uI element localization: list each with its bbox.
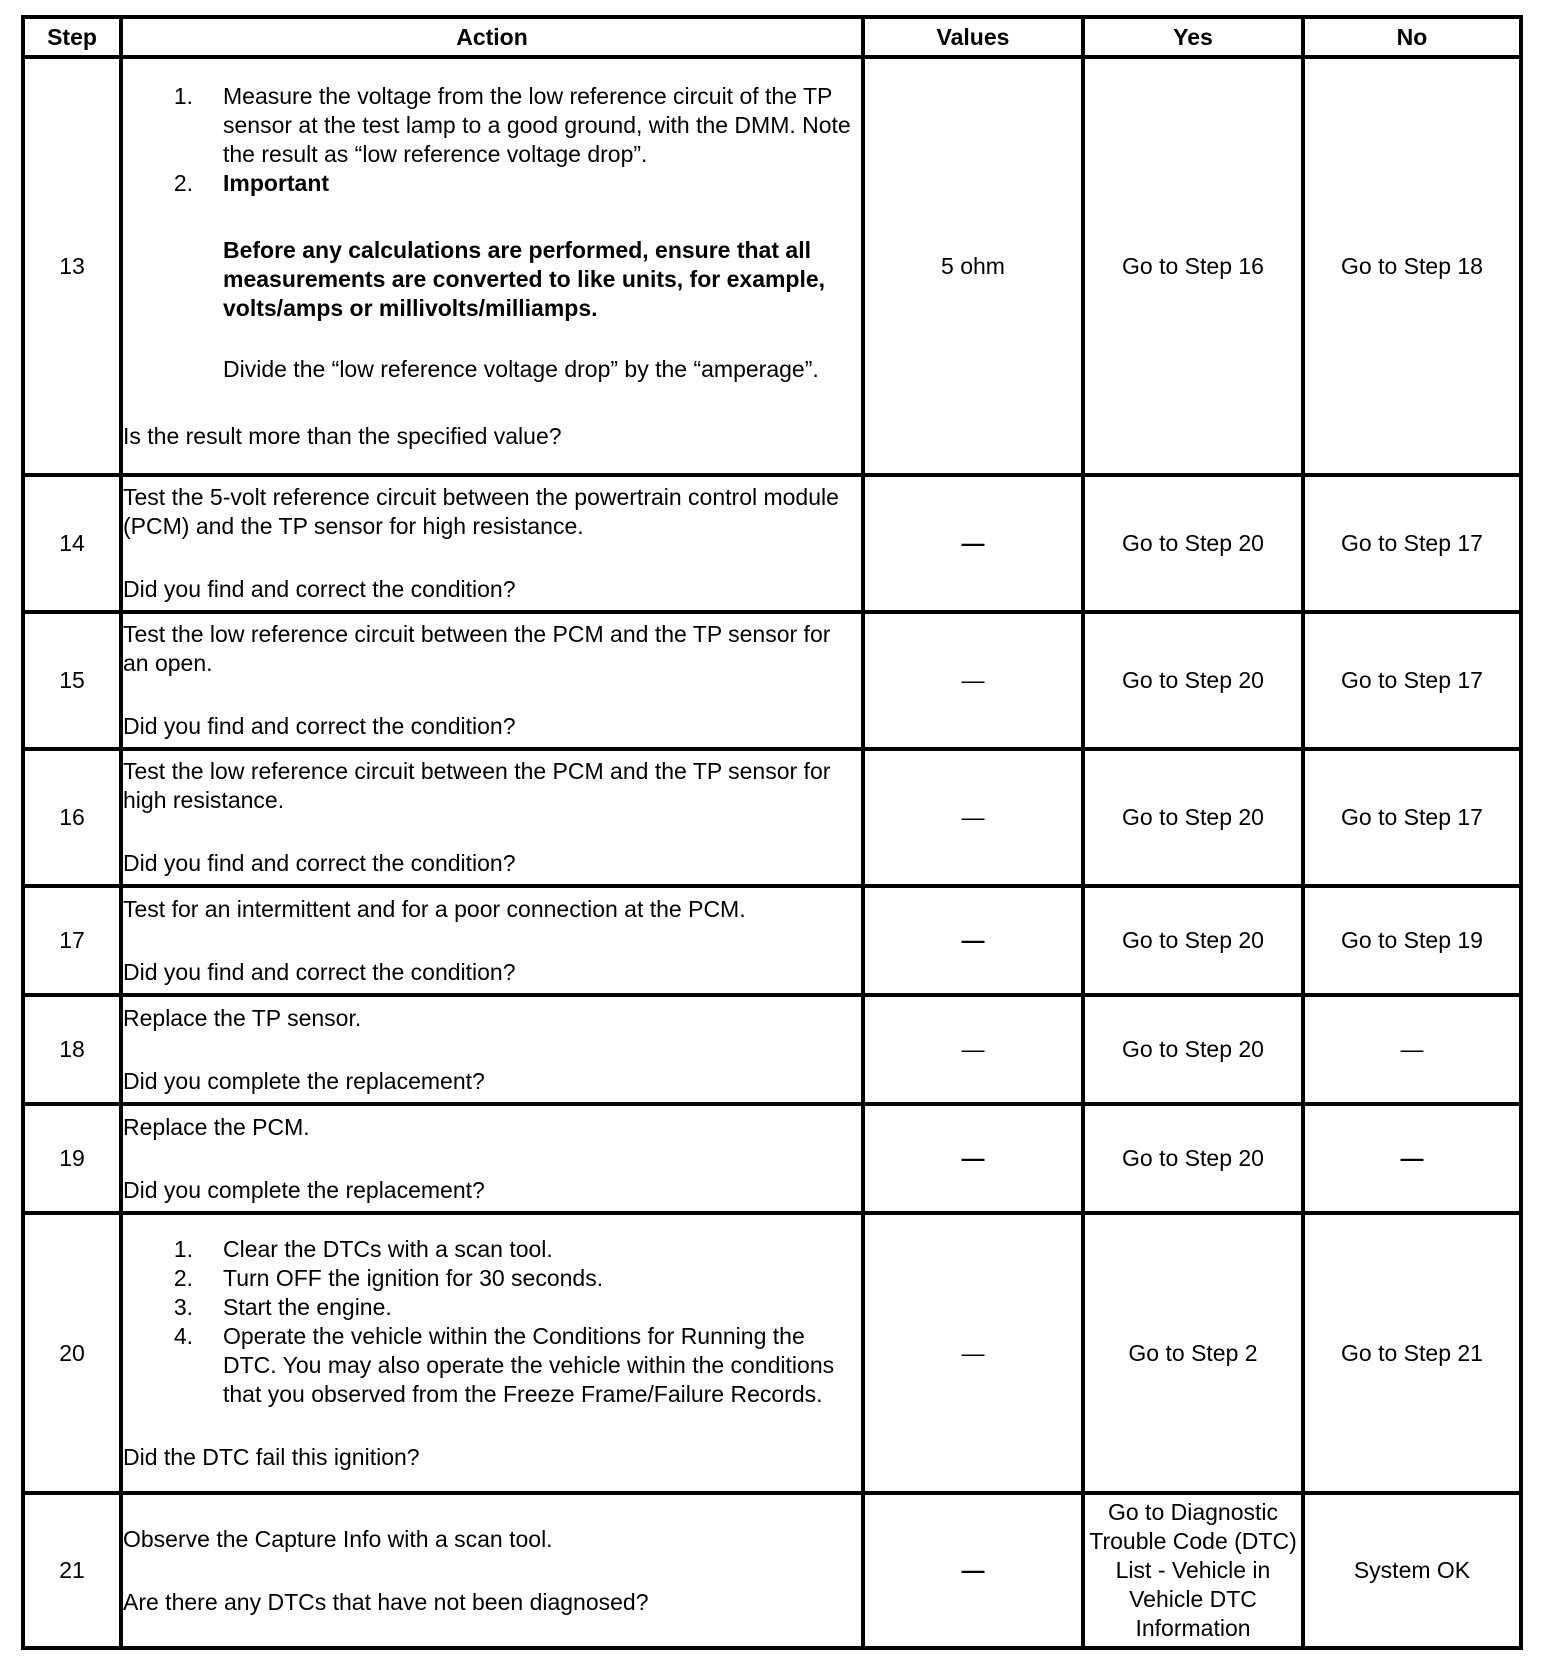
step-number: 20 — [23, 1213, 121, 1493]
values-dash: — — [961, 1145, 985, 1171]
action-text: Replace the TP sensor. — [123, 1004, 362, 1031]
values-cell — [863, 1104, 1083, 1213]
action-question: Are there any DTCs that have not been diagnosed? — [123, 1588, 649, 1615]
table-row-step-14 — [23, 475, 1521, 612]
step-number: 17 — [23, 886, 121, 995]
yes-cell: Go to Step 16 — [1083, 57, 1303, 475]
values-cell — [863, 475, 1083, 612]
list-text: Turn OFF the ignition for 30 seconds. — [223, 1264, 604, 1291]
values-dash: — — [961, 1036, 985, 1062]
action-cell — [121, 612, 863, 749]
action-cell — [121, 1213, 863, 1493]
values-dash: — — [961, 804, 985, 830]
action-question: Is the result more than the specified value? — [123, 422, 562, 449]
list-text: Operate the vehicle within the Conditions for Running the DTC. You may also operate the vehicle within the conditions that you observed from the Freeze Frame/Failure Records. — [223, 1322, 835, 1407]
step-number: 15 — [23, 612, 121, 749]
list-number: 3. — [173, 1293, 193, 1320]
values-cell — [863, 1213, 1083, 1493]
no-cell: Go to Step 17 — [1303, 475, 1521, 612]
yes-cell: Go to Step 20 — [1083, 475, 1303, 612]
table-row-step-18 — [23, 995, 1521, 1104]
important-label: Important — [223, 169, 330, 196]
yes-cell: Go to Step 20 — [1083, 612, 1303, 749]
action-list — [123, 82, 861, 198]
divide-note: Divide the “low reference voltage drop” by the “amperage”. — [223, 355, 819, 382]
action-cell — [121, 995, 863, 1104]
values-dash: — — [961, 1557, 985, 1583]
list-text: Measure the voltage from the low reference circuit of the TP sensor at the test lamp to a good ground, with the DMM. Note the result as “low reference voltage drop”. — [223, 82, 851, 167]
action-cell — [121, 749, 863, 886]
yes-cell: Go to Step 20 — [1083, 995, 1303, 1104]
list-item — [123, 169, 861, 198]
action-cell — [121, 475, 863, 612]
list-item — [123, 1235, 861, 1264]
action-question: Did you complete the replacement? — [123, 1067, 485, 1094]
no-cell: Go to Step 17 — [1303, 749, 1521, 886]
action-text: Test for an intermittent and for a poor connection at the PCM. — [123, 895, 746, 922]
values-cell — [863, 749, 1083, 886]
header-step: Step — [23, 17, 121, 57]
table-row-step-15 — [23, 612, 1521, 749]
action-list — [123, 1235, 861, 1409]
action-cell — [121, 57, 863, 475]
no-cell: Go to Step 19 — [1303, 886, 1521, 995]
table-row-step-19 — [23, 1104, 1521, 1213]
list-number: 1. — [173, 1235, 193, 1262]
list-number: 2. — [173, 169, 193, 196]
header-action: Action — [121, 17, 863, 57]
values-cell — [863, 886, 1083, 995]
step-number: 19 — [23, 1104, 121, 1213]
list-text: Clear the DTCs with a scan tool. — [223, 1235, 553, 1262]
values-dash: — — [961, 927, 985, 953]
list-text: Start the engine. — [223, 1293, 392, 1320]
no-cell: — — [1303, 1104, 1521, 1213]
diagnostic-table — [21, 15, 1523, 1650]
action-text: Replace the PCM. — [123, 1113, 310, 1140]
action-cell — [121, 886, 863, 995]
important-note: Before any calculations are performed, ensure that all measurements are converted to like units, for example, volts/amps or millivolts/milliamps. — [223, 236, 826, 321]
values-dash: — — [961, 1339, 985, 1366]
values-dash: — — [961, 667, 985, 693]
action-question: Did you find and correct the condition? — [123, 850, 516, 876]
step-number: 18 — [23, 995, 121, 1104]
step-number: 14 — [23, 475, 121, 612]
header-values: Values — [863, 17, 1083, 57]
action-question: Did you find and correct the condition? — [123, 576, 516, 602]
step-number: 21 — [23, 1493, 121, 1648]
no-cell: Go to Step 18 — [1303, 57, 1521, 475]
list-number: 4. — [173, 1322, 193, 1349]
step-number: 13 — [23, 57, 121, 475]
table-row-step-20 — [23, 1213, 1521, 1493]
action-cell — [121, 1493, 863, 1648]
action-question: Did you find and correct the condition? — [123, 713, 516, 739]
yes-cell: Go to Step 2 — [1083, 1213, 1303, 1493]
no-cell: — — [1303, 995, 1521, 1104]
action-text: Test the low reference circuit between the PCM and the TP sensor for high resistance. — [123, 758, 831, 813]
yes-cell-dtc-list-link: Go to Diagnostic Trouble Code (DTC) List - Vehicle in Vehicle DTC Information — [1083, 1493, 1303, 1648]
values-cell — [863, 1493, 1083, 1648]
action-text: Test the 5-volt reference circuit between the powertrain control module (PCM) and the TP sensor for high resistance. — [123, 484, 839, 539]
values-cell: 5 ohm — [863, 57, 1083, 475]
step-number: 16 — [23, 749, 121, 886]
action-text: Observe the Capture Info with a scan tool. — [123, 1525, 553, 1552]
header-yes: Yes — [1083, 17, 1303, 57]
action-text: Test the low reference circuit between the PCM and the TP sensor for an open. — [123, 621, 831, 676]
table-row-step-17 — [23, 886, 1521, 995]
no-cell: Go to Step 17 — [1303, 612, 1521, 749]
values-dash: — — [961, 530, 985, 556]
yes-cell: Go to Step 20 — [1083, 886, 1303, 995]
header-row — [23, 17, 1521, 57]
no-cell: System OK — [1303, 1493, 1521, 1648]
values-cell — [863, 995, 1083, 1104]
yes-cell: Go to Step 20 — [1083, 1104, 1303, 1213]
no-cell: Go to Step 21 — [1303, 1213, 1521, 1493]
list-number: 1. — [173, 82, 193, 109]
table-row-step-21 — [23, 1493, 1521, 1648]
table-row-step-13 — [23, 57, 1521, 475]
list-item — [123, 1322, 861, 1409]
table-row-step-16 — [23, 749, 1521, 886]
list-item — [123, 1264, 861, 1293]
action-question: Did you complete the replacement? — [123, 1176, 485, 1203]
action-cell — [121, 1104, 863, 1213]
action-question: Did the DTC fail this ignition? — [123, 1443, 420, 1470]
list-item — [123, 1293, 861, 1322]
list-number: 2. — [173, 1264, 193, 1291]
action-question: Did you find and correct the condition? — [123, 958, 516, 985]
header-no: No — [1303, 17, 1521, 57]
list-item — [123, 82, 861, 169]
diagnostic-table-page — [21, 15, 1519, 1650]
values-cell — [863, 612, 1083, 749]
yes-cell: Go to Step 20 — [1083, 749, 1303, 886]
